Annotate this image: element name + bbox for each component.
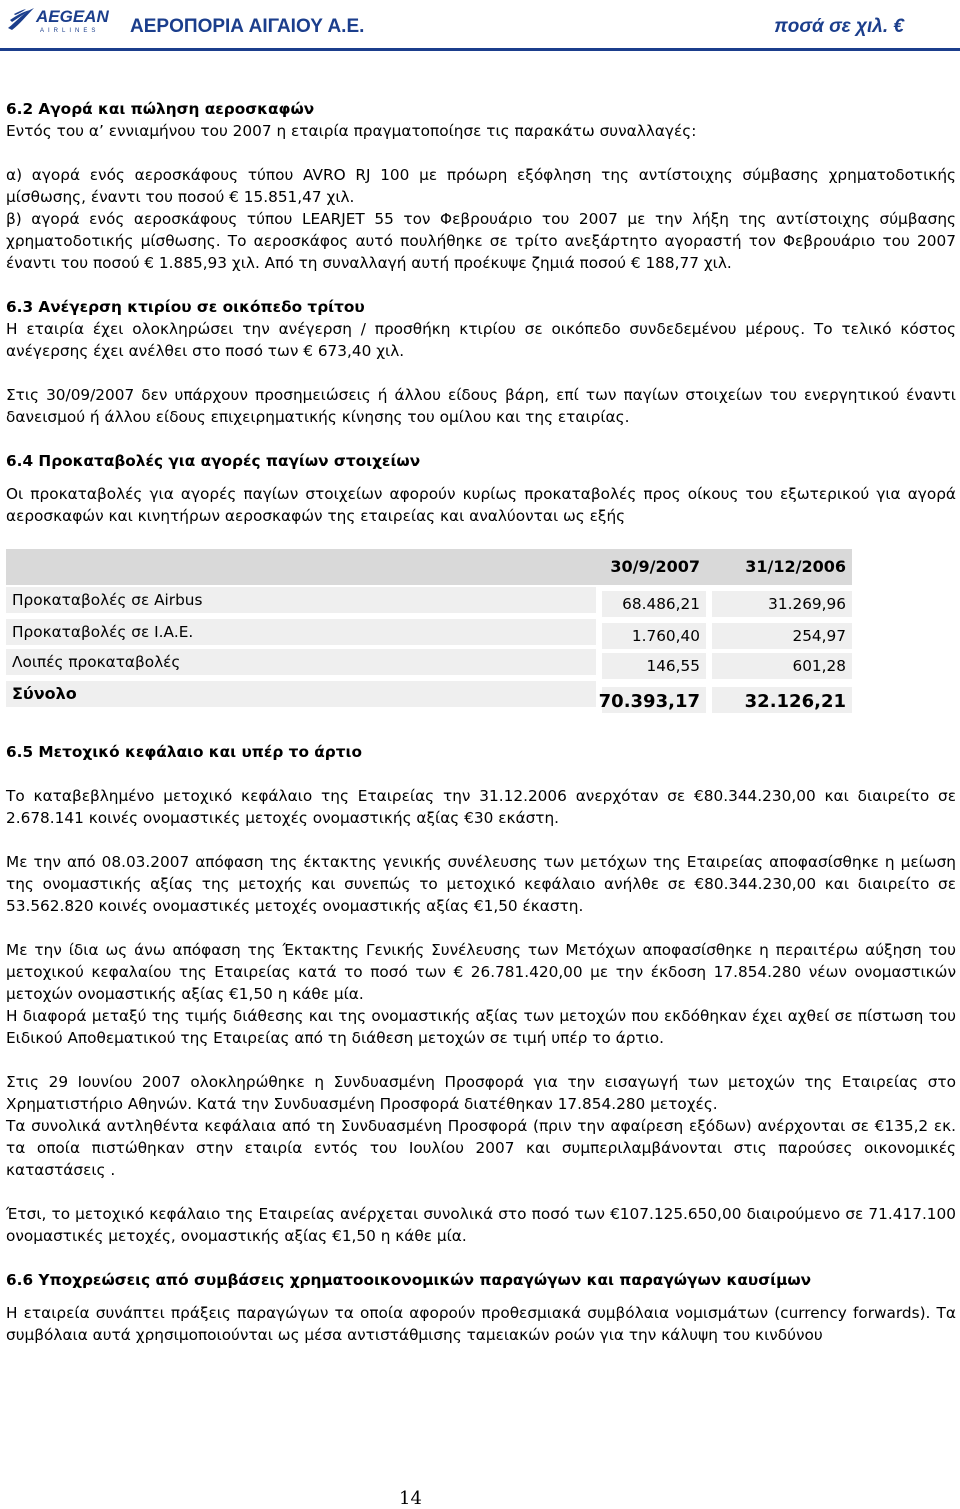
logo-subtitle: AIRLINES	[40, 28, 100, 34]
value-2007: 1.760,40	[631, 627, 700, 645]
row-label: Προκαταβολές σε Airbus	[12, 591, 203, 609]
table-row	[6, 619, 852, 645]
aegean-logo	[6, 6, 109, 42]
column-header-2007: 30/9/2007	[610, 557, 700, 576]
table-total-row	[6, 681, 852, 712]
value-2007: 146,55	[646, 657, 700, 675]
total-2006: 32.126,21	[744, 691, 846, 712]
amounts-note: ποσά σε χιλ. €	[774, 16, 904, 37]
aegean-logo-icon	[6, 6, 36, 32]
row-label: Λοιπές προκαταβολές	[12, 653, 181, 671]
table-row	[6, 649, 852, 675]
advances-table	[6, 549, 852, 719]
logo-wordmark: AEGEAN	[36, 7, 109, 26]
column-header-2006: 31/12/2006	[745, 557, 846, 576]
section-6-4-title: 6.4 Προκαταβολές για αγορές παγίων στοιχείων	[6, 452, 421, 470]
header-rule	[0, 48, 960, 51]
section-6-5-p3: Με την ίδια ως άνω απόφαση της Έκτακτης Γενικής Συνέλευσης των Μετόχων αποφασίσθηκε η περαιτέρω αύξηση του μετοχικού κεφαλαίου της Εταιρείας κατά το ποσό των € 26.781.420,00 με την έκδοση 17.854.280 νέων ονομαστικών μετοχών ονομαστικής αξίας €1,50 η κάθε μία.	[6, 941, 956, 1003]
total-label: Σύνολο	[12, 684, 77, 703]
section-6-3-p1: Η εταιρία έχει ολοκληρώσει την ανέγερση / προσθήκη κτιρίου σε οικόπεδο συνδεδεμένου μέρους. Το τελικό κόστος ανέγερσης έχει ανέλθει στο ποσό των € 673,40 χιλ.	[6, 320, 956, 360]
value-2006: 31.269,96	[768, 595, 846, 613]
section-6-5-p4: Η διαφορά μεταξύ της τιμής διάθεσης και της ονομαστικής αξίας των μετοχών που εκδόθηκαν έχει αχθεί σε πίστωση του Ειδικού Αποθεματικού της Εταιρείας από τη διάθεση μετοχών σε τιμή υπέρ το άρτιο.	[6, 1007, 956, 1047]
section-6-2-intro: Εντός του α’ εννιαμήνου του 2007 η εταιρία πραγματοποίησε τις παρακάτω συναλλαγές:	[6, 122, 697, 140]
row-label: Προκαταβολές σε Ι.Α.Ε.	[12, 623, 194, 641]
page-header	[0, 0, 960, 52]
section-6-5-p2: Με την από 08.03.2007 απόφαση της έκτακτης γενικής συνέλευσης των μετόχων της Εταιρείας αποφασίσθηκε η μείωση της ονομαστικής αξίας της μετοχής και συνεπώς το μετοχικό κεφάλαιο ανήλθε σε €80.344.230,00 και διαιρείτο σε 53.562.820 κοινές ονομαστικές μετοχές ονομαστικής αξίας €1,50 έκαστη.	[6, 853, 956, 915]
value-2007: 68.486,21	[622, 595, 700, 613]
section-6-2-title: 6.2 Αγορά και πώληση αεροσκαφών	[6, 100, 315, 118]
section-6-2-item-a: α) αγορά ενός αεροσκάφους τύπου AVRO RJ 100 με πρόωρη εξόφληση της αντίστοιχης σύμβασης χρηματοδοτικής μίσθωσης, έναντι του ποσού € 15.851,47 χιλ.	[6, 166, 956, 206]
section-6-5-p1: Το καταβεβλημένο μετοχικό κεφάλαιο της Εταιρείας την 31.12.2006 ανερχόταν σε €80.344.230,00 και διαιρείτο σε 2.678.141 κοινές ονομαστικές μετοχές ονομαστικής αξίας €30 εκάστη.	[6, 787, 956, 827]
value-2006: 601,28	[792, 657, 846, 675]
table-row	[6, 587, 852, 613]
value-2006: 254,97	[792, 627, 846, 645]
total-2007: 70.393,17	[598, 691, 700, 712]
section-6-6-title: 6.6 Υποχρεώσεις από συμβάσεις χρηματοοικονομικών παραγώγων και παραγώγων καυσίμων	[6, 1271, 812, 1289]
section-6-5-p6: Τα συνολικά αντληθέντα κεφάλαια από τη Συνδυασμένη Προσφορά (πριν την αφαίρεση εξόδων) ανέρχονται σε €135,2 εκ. τα οποία πιστώθηκαν στην εταιρία εντός του Ιουλίου 2007 και συμπεριλαμβάνονται στις παρούσες οικονομικές καταστάσεις .	[6, 1117, 956, 1179]
section-6-2-item-b: β) αγορά ενός αεροσκάφους τύπου LEARJET 55 τον Φεβρουάριο του 2007 με την λήξη της αντίστοιχης σύμβασης χρηματοδοτικής μίσθωσης. Το αεροσκάφος αυτό πουλήθηκε σε τρίτο ανεξάρτητο αγοραστή τον Φεβρουάριο του 2007 έναντι του ποσού € 1.885,93 χιλ. Από τη συναλλαγή αυτή προέκυψε ζημιά ποσού € 188,77 χιλ.	[6, 210, 956, 272]
section-6-5-p7: Έτσι, το μετοχικό κεφάλαιο της Εταιρείας ανέρχεται συνολικά στο ποσό των €107.125.650,00 διαιρούμενο σε 71.417.100 ονομαστικές μετοχές, ονομαστικής αξίας €1,50 η κάθε μία.	[6, 1205, 956, 1245]
section-6-6-p1: Η εταιρεία συνάπτει πράξεις παραγώγων τα οποία αφορούν προθεσμιακά συμβόλαια νομισμάτων (currency forwards). Τα συμβόλαια αυτά χρησιμοποιούνται ως μέσα αντιστάθμισης ταμειακών ροών για την κάλυψη του κινδύνου	[6, 1304, 956, 1344]
section-6-5-p5: Στις 29 Ιουνίου 2007 ολοκληρώθηκε η Συνδυασμένη Προσφορά για την εισαγωγή των μετοχών της Εταιρείας στο Χρηματιστήριο Αθηνών. Κατά την Συνδυασμένη Προσφορά διατέθηκαν 17.854.280 μετοχές.	[6, 1073, 956, 1113]
section-6-5-title: 6.5 Μετοχικό κεφάλαιο και υπέρ το άρτιο	[6, 743, 362, 761]
page-content	[6, 98, 956, 1346]
section-6-3-title: 6.3 Ανέγερση κτιρίου σε οικόπεδο τρίτου	[6, 298, 365, 316]
section-6-4-p1: Οι προκαταβολές για αγορές παγίων στοιχείων αφορούν κυρίως προκαταβολές προς οίκους του εξωτερικού για αγορά αεροσκαφών και κινητήρων αεροσκαφών της εταιρείας και αναλύονται ως εξής	[6, 485, 956, 525]
section-6-3-p2: Στις 30/09/2007 δεν υπάρχουν προσημειώσεις ή άλλου είδους βάρη, επί των παγίων στοιχείων του ενεργητικού έναντι δανεισμού ή άλλου είδους επιχειρηματικής κίνησης του ομίλου και της εταιρίας.	[6, 386, 956, 426]
page-number: 14	[399, 1488, 422, 1509]
company-name: ΑΕΡΟΠΟΡΙΑ ΑΙΓΑΙΟΥ Α.Ε.	[130, 16, 365, 37]
